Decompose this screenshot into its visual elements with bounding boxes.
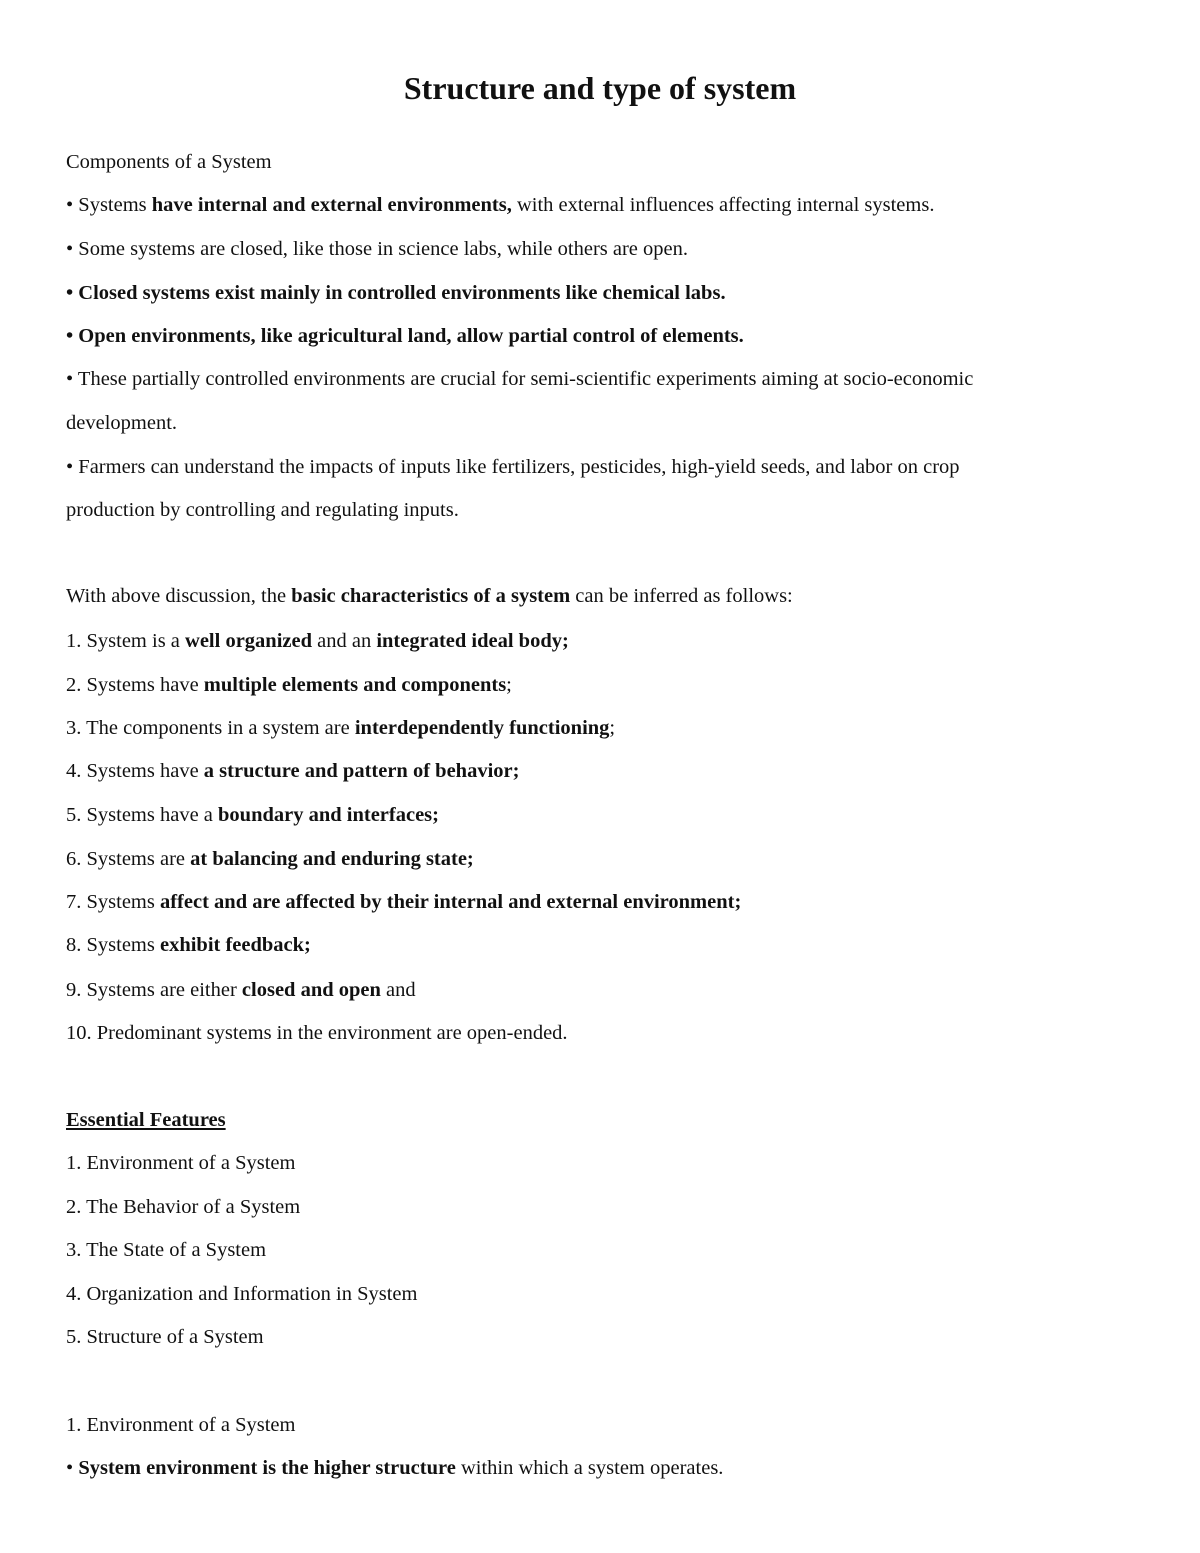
components-bullet-2: • Some systems are closed, like those in science labs, while others are open. — [66, 238, 689, 260]
components-bullet-3: • Closed systems exist mainly in controlled environments like chemical labs. — [66, 282, 726, 304]
characteristic-4 — [66, 758, 1146, 784]
text-segment: 2. Systems have — [66, 674, 204, 696]
text-segment: 8. Systems — [66, 934, 160, 956]
bold-segment: a structure and pattern of behavior; — [203, 760, 520, 782]
bold-segment: System environment is the higher structure — [78, 1457, 456, 1479]
page-title: Structure and type of system — [403, 70, 797, 106]
essential-features-heading: Essential Features — [66, 1109, 226, 1131]
characteristic-1 — [66, 628, 1146, 654]
text-segment: • Systems — [66, 194, 152, 216]
essential-feature-1: 1. Environment of a System — [66, 1152, 296, 1174]
text-segment: 4. Systems have — [66, 760, 204, 782]
characteristic-6 — [66, 846, 1146, 872]
text-segment: 5. Systems have a — [66, 804, 219, 826]
components-bullet-6-line-2: production by controlling and regulating inputs. — [66, 499, 459, 521]
text-segment: 7. Systems — [66, 891, 160, 913]
characteristic-3 — [66, 715, 1146, 741]
bold-segment: affect and are affected by their internal and external environment; — [159, 891, 742, 913]
text-segment: can be inferred as follows: — [570, 585, 793, 607]
essential-feature-5: 5. Structure of a System — [66, 1326, 264, 1348]
bold-segment: have internal and external environments, — [151, 194, 512, 216]
text-segment: With above discussion, the — [66, 585, 292, 607]
text-segment: within which a system operates. — [455, 1457, 724, 1479]
components-bullet-5-line-1: • These partially controlled environments are crucial for semi-scientific experiments aiming at socio-economic — [66, 368, 974, 390]
text-segment: 1. System is a — [66, 630, 186, 652]
text-segment: and an — [312, 630, 377, 652]
characteristic-9 — [66, 977, 1146, 1003]
components-bullet-1 — [66, 192, 1146, 218]
bold-segment: interdependently functioning — [354, 717, 610, 739]
bold-segment: boundary and interfaces; — [218, 804, 439, 826]
characteristic-10: 10. Predominant systems in the environment are open-ended. — [66, 1022, 568, 1044]
text-segment: • — [66, 1457, 79, 1479]
components-bullet-6-line-1: • Farmers can understand the impacts of inputs like fertilizers, pesticides, high-yield seeds, and labor on crop — [66, 456, 960, 478]
characteristics-intro — [66, 583, 1146, 609]
essential-feature-2: 2. The Behavior of a System — [66, 1196, 301, 1218]
bold-segment: multiple elements and components — [203, 674, 507, 696]
text-segment: ; — [609, 717, 616, 739]
bold-segment: closed and open — [241, 979, 381, 1001]
components-bullet-5-line-2: development. — [66, 412, 178, 434]
environment-heading: 1. Environment of a System — [66, 1414, 296, 1436]
text-segment: 9. Systems are either — [66, 979, 242, 1001]
characteristic-2 — [66, 672, 1146, 698]
bold-segment: well organized — [185, 630, 312, 652]
text-segment: 6. Systems are — [66, 848, 191, 870]
bold-segment: integrated ideal body; — [376, 630, 569, 652]
characteristic-7 — [66, 889, 1146, 915]
environment-bullet-1 — [66, 1455, 1146, 1481]
bold-segment: at balancing and enduring state; — [190, 848, 474, 870]
bold-segment: basic characteristics of a system — [291, 585, 571, 607]
text-segment: ; — [506, 674, 512, 696]
bold-segment: exhibit feedback; — [159, 934, 311, 956]
text-segment: 3. The components in a system are — [66, 717, 355, 739]
text-segment: and — [380, 979, 416, 1001]
components-heading: Components of a System — [66, 151, 272, 173]
essential-feature-4: 4. Organization and Information in System — [66, 1283, 418, 1305]
characteristic-5 — [66, 802, 1146, 828]
text-segment: with external influences affecting internal systems. — [511, 194, 935, 216]
essential-feature-3: 3. The State of a System — [66, 1239, 267, 1261]
components-bullet-4: • Open environments, like agricultural land, allow partial control of elements. — [66, 325, 744, 347]
characteristic-8 — [66, 932, 1146, 958]
